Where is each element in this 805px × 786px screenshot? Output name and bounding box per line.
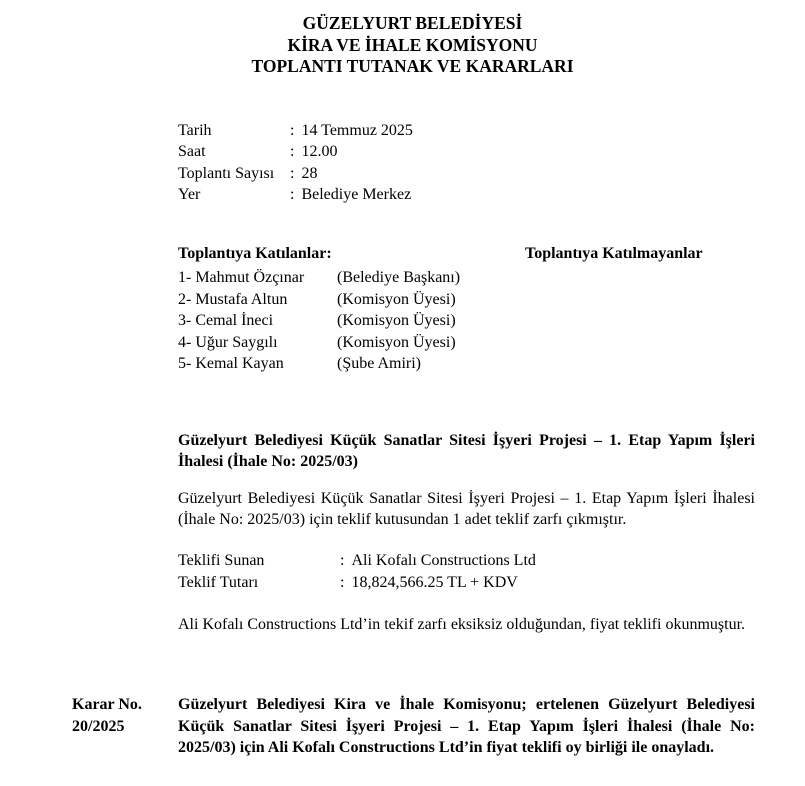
meeting-time-value: 12.00 [301, 143, 338, 161]
attendee-list [178, 267, 460, 375]
title-line-1: GÜZELYURT BELEDİYESİ [302, 13, 523, 33]
meeting-date-row [178, 120, 413, 141]
attendee-role: (Şube Amiri) [337, 355, 421, 373]
meeting-place-value: Belediye Merkez [301, 186, 412, 204]
offer-info [178, 550, 536, 593]
meeting-number-label: Toplantı Sayısı [178, 164, 275, 182]
separator: : [290, 186, 295, 204]
attendee-row [178, 267, 460, 289]
title-line-2: KİRA VE İHALE KOMİSYONU [287, 34, 538, 55]
decision-number-line-2: 20/2025 [72, 717, 125, 735]
attendee-name: 1- Mahmut Özçınar [178, 269, 305, 286]
decision-text: Güzelyurt Belediyesi Kira ve İhale Komisyonu; ertelenen Güzelyurt Belediyesi Küçük Sanatlar Sitesi İşyeri Projesi – 1. Etap Yapım İşleri İhalesi (İhale No: 2025/03) için Ali Kofalı Constructions Ltd’in fiyat teklifi oy birliği ile onayladı. [178, 696, 755, 757]
meeting-time-label: Saat [178, 143, 206, 161]
decision-number [72, 694, 172, 737]
separator: : [290, 164, 295, 182]
attendance-headers [178, 245, 778, 263]
attendee-role: (Komisyon Üyesi) [337, 312, 456, 330]
offer-bidder-row [178, 550, 536, 572]
attendee-name: 3- Cemal İneci [178, 312, 274, 330]
offer-amount-label: Teklif Tutarı [178, 573, 259, 591]
decision-number-line-1: Karar No. [72, 696, 142, 713]
meeting-date-label: Tarih [178, 122, 212, 139]
meeting-info [178, 120, 413, 206]
envelope-paragraph: Ali Kofalı Constructions Ltd’in tekif zarfı eksiksiz olduğundan, fiyat teklifi okunmuştur. [178, 616, 746, 633]
tender-paragraph: Güzelyurt Belediyesi Küçük Sanatlar Sitesi İşyeri Projesi – 1. Etap Yapım İşleri İhalesi (İhale No: 2025/03) için teklif kutusundan 1 adet teklif zarfı çıkmıştır. [178, 490, 755, 528]
attendee-row [178, 310, 460, 332]
meeting-number-value: 28 [301, 164, 318, 182]
meeting-date-value: 14 Temmuz 2025 [301, 122, 413, 139]
meeting-place-row [178, 184, 413, 205]
attendee-row [178, 332, 460, 354]
separator: : [340, 573, 345, 591]
offer-bidder-label: Teklifi Sunan [178, 552, 265, 569]
meeting-time-row [178, 141, 413, 162]
offer-amount-value: 18,824,566.25 TL + KDV [351, 573, 518, 591]
attendees-header: Toplantıya Katılanlar: [178, 245, 332, 262]
title-line-3: TOPLANTI TUTANAK VE KARARLARI [251, 56, 574, 76]
attendee-role: (Komisyon Üyesi) [337, 333, 456, 351]
attendee-role: (Komisyon Üyesi) [337, 290, 456, 308]
meeting-place-label: Yer [178, 186, 201, 204]
attendee-row [178, 289, 460, 311]
document-title [20, 13, 805, 78]
attendee-name: 4- Uğur Saygılı [178, 333, 278, 351]
separator: : [340, 552, 345, 569]
attendee-row [178, 353, 460, 375]
attendee-name: 2- Mustafa Altun [178, 290, 288, 308]
meeting-number-row [178, 163, 413, 184]
absentees-header: Toplantıya Katılmayanlar [525, 245, 703, 262]
attendee-name: 5- Kemal Kayan [178, 355, 284, 373]
attendee-role: (Belediye Başkanı) [337, 269, 461, 286]
separator: : [290, 122, 295, 139]
tender-subject-heading: Güzelyurt Belediyesi Küçük Sanatlar Sitesi İşyeri Projesi – 1. Etap Yapım İşleri İhalesi (İhale No: 2025/03) [178, 432, 755, 470]
separator: : [290, 143, 295, 161]
offer-amount-row [178, 572, 536, 594]
offer-bidder-value: Ali Kofalı Constructions Ltd [351, 552, 536, 569]
